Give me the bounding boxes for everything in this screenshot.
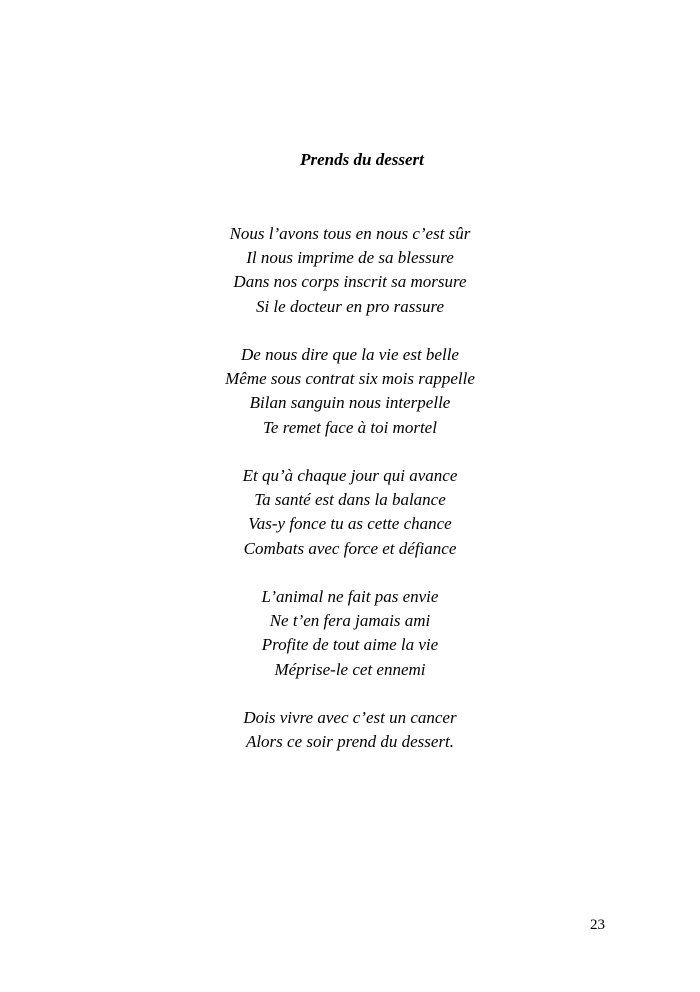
page-number: 23 bbox=[590, 917, 605, 933]
poem-line: Même sous contrat six mois rappelle bbox=[225, 369, 475, 389]
poem-line: Ne t’en fera jamais ami bbox=[269, 611, 431, 631]
poem-title: Prends du dessert bbox=[300, 150, 424, 169]
poem-line: Ta santé est dans la balance bbox=[254, 490, 446, 510]
stanza-2 bbox=[200, 343, 500, 440]
stanza-5 bbox=[200, 706, 500, 754]
poem-line: L’animal ne fait pas envie bbox=[261, 587, 439, 606]
poem-line: Et qu’à chaque jour qui avance bbox=[242, 466, 458, 485]
stanza-4 bbox=[200, 585, 500, 682]
poem-line: Nous l’avons tous en nous c’est sûr bbox=[229, 224, 471, 243]
poem-line: Il nous imprime de sa blessure bbox=[246, 248, 454, 268]
poem-line: Si le docteur en pro rassure bbox=[255, 296, 445, 316]
poem-line: Vas-y fonce tu as cette chance bbox=[248, 514, 452, 534]
poem-line: Alors ce soir prend du dessert. bbox=[245, 732, 455, 752]
poem-line: Méprise-le cet ennemi bbox=[274, 659, 426, 679]
poem-body bbox=[200, 222, 500, 779]
stanza-3 bbox=[200, 464, 500, 561]
stanza-1 bbox=[200, 222, 500, 319]
poem-line: Profite de tout aime la vie bbox=[261, 635, 439, 655]
poem-line: Te remet face à toi mortel bbox=[263, 417, 437, 437]
poem-line: Dois vivre avec c’est un cancer bbox=[243, 708, 457, 727]
poem-line: Combats avec force et défiance bbox=[243, 538, 457, 558]
poem-line: Bilan sanguin nous interpelle bbox=[249, 393, 451, 413]
poem-line: Dans nos corps inscrit sa morsure bbox=[233, 272, 467, 292]
poem-line: De nous dire que la vie est belle bbox=[241, 345, 459, 364]
